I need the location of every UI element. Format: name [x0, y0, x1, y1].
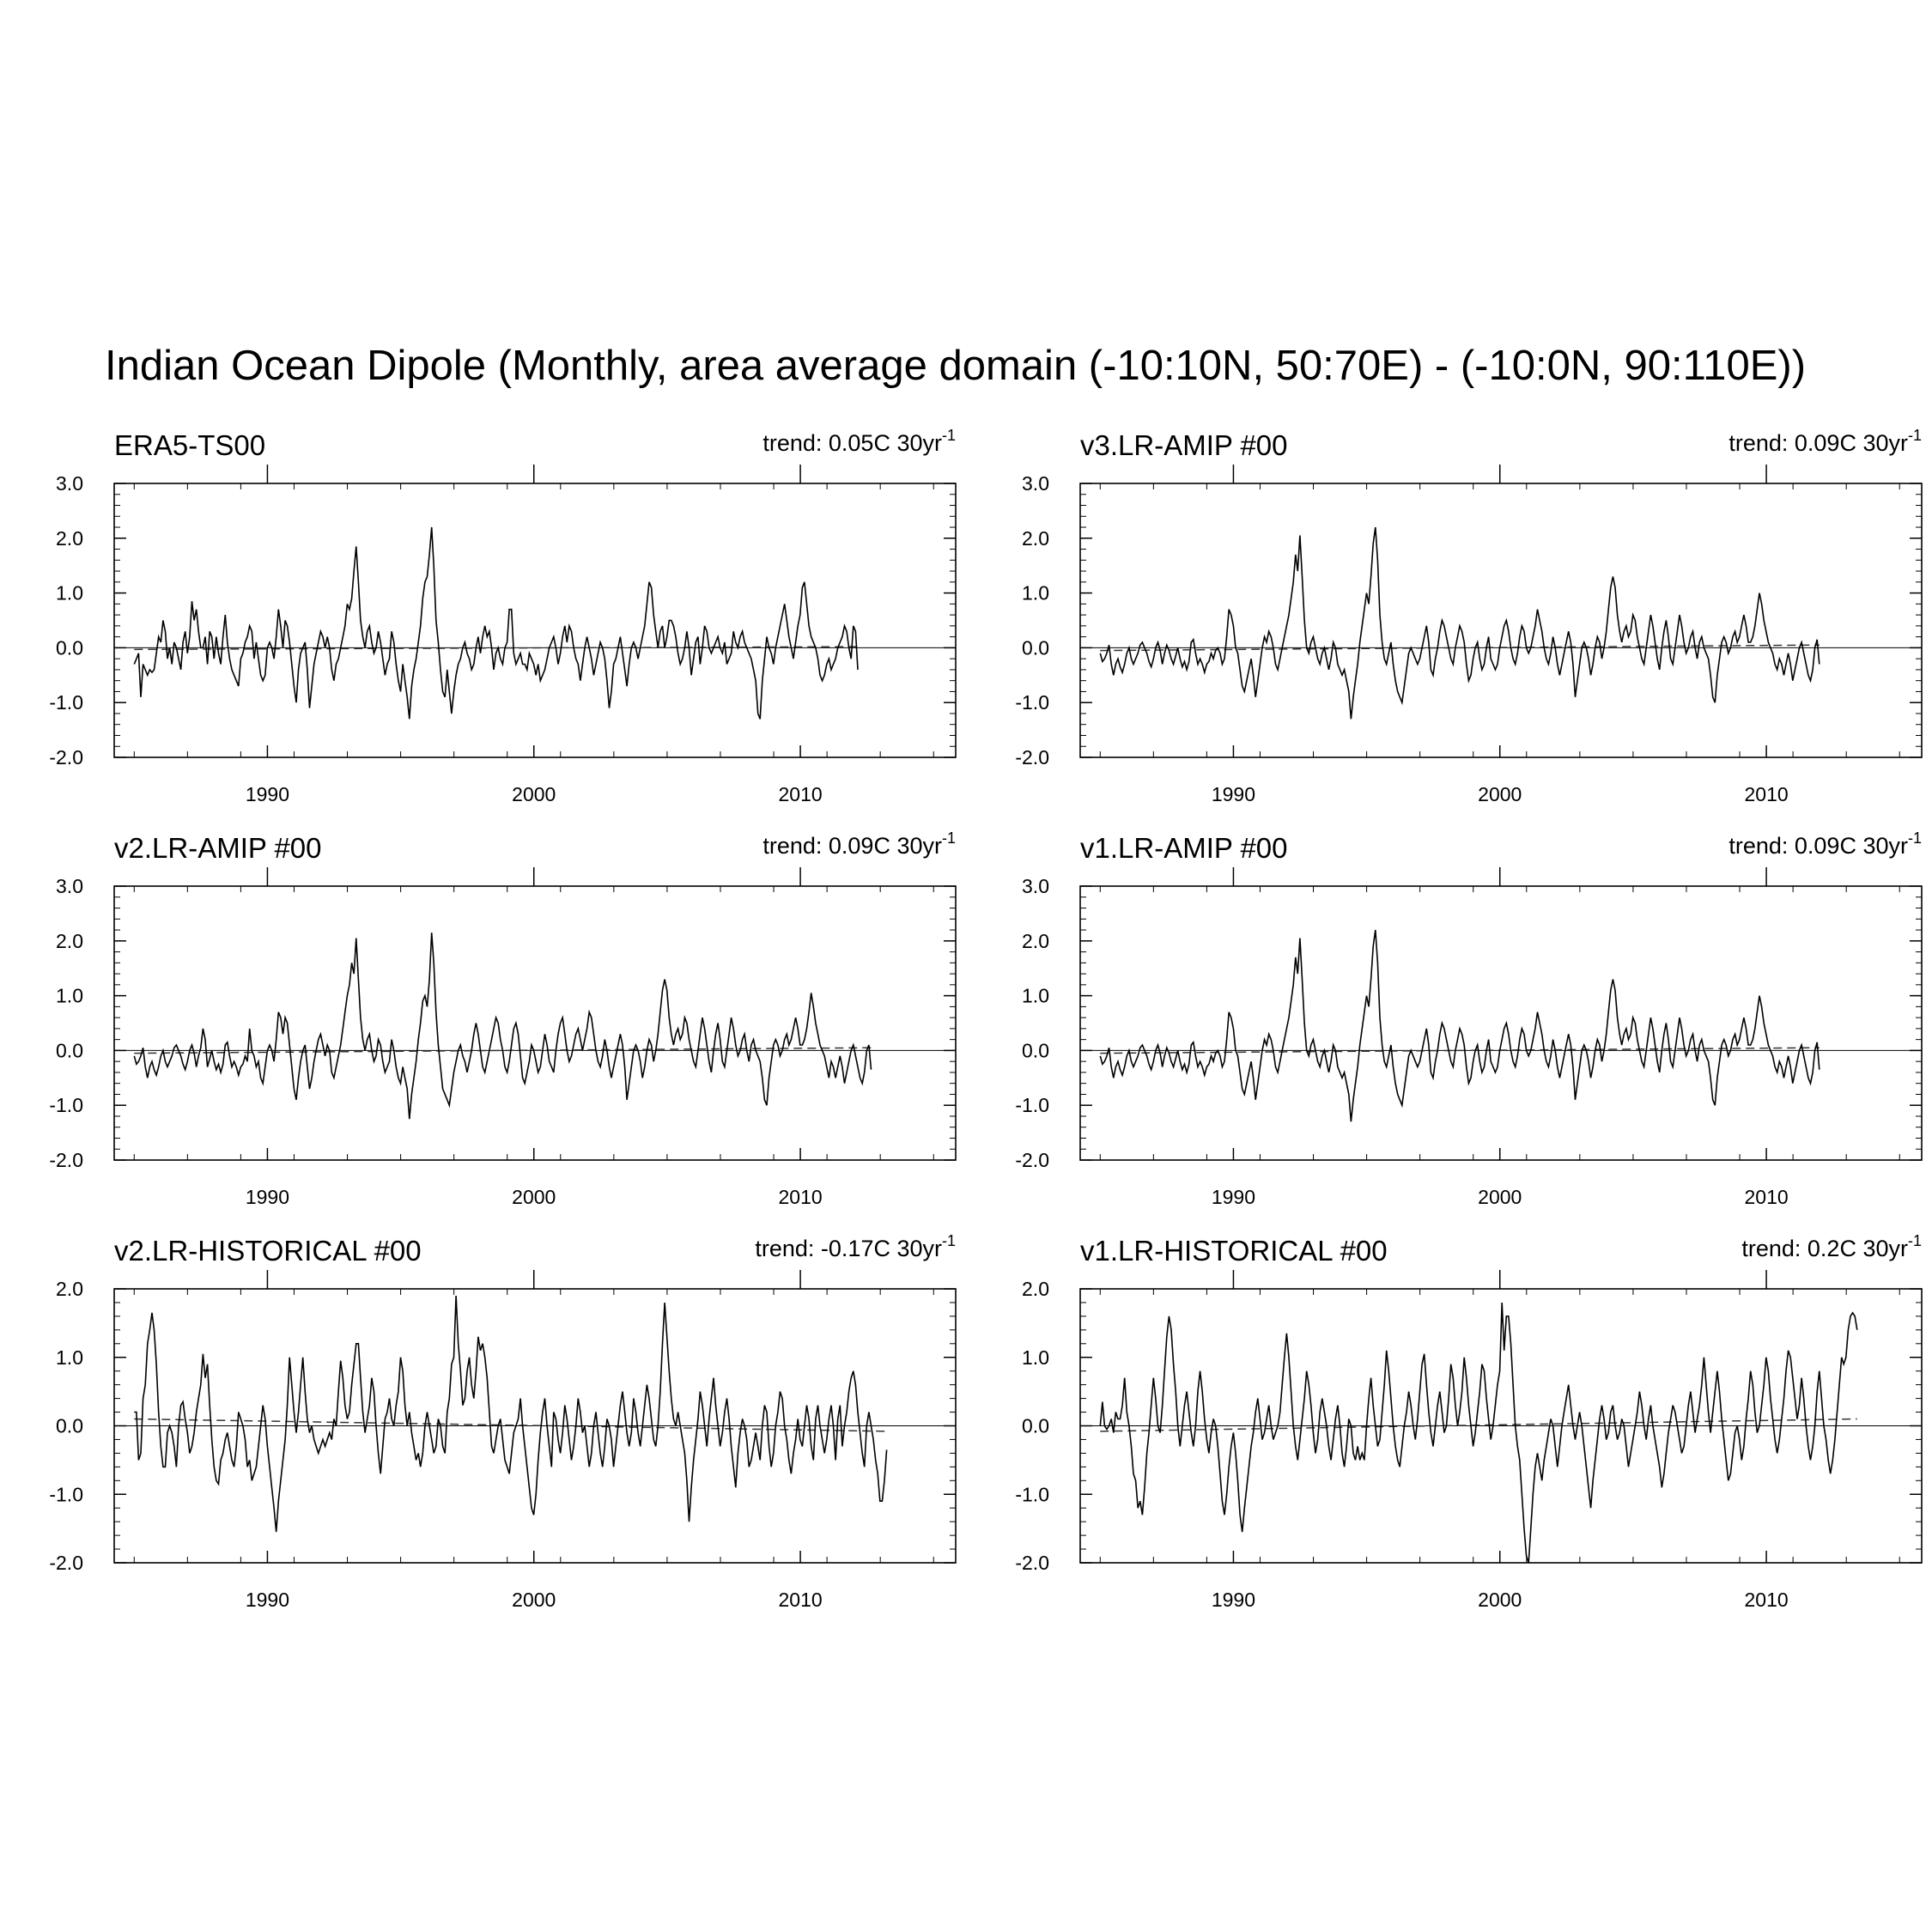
trend-label: [1728, 829, 1922, 859]
x-tick-label: 1990: [1211, 1589, 1256, 1611]
chart-panel: [49, 1232, 956, 1611]
y-tick-label: -1.0: [49, 691, 83, 714]
y-tick-label: -2.0: [1015, 1552, 1049, 1574]
y-tick-label: 1.0: [56, 1346, 83, 1369]
chart-panel: [1015, 1232, 1922, 1611]
trend-exponent: -1: [1907, 829, 1922, 847]
panel-title: v2.LR-AMIP #00: [114, 832, 322, 864]
y-tick-label: 2.0: [56, 526, 83, 550]
plot-frame: [1080, 483, 1922, 757]
trend-line: [134, 1419, 886, 1431]
x-tick-label: 2000: [1478, 1186, 1522, 1208]
y-tick-label: -2.0: [49, 746, 83, 769]
y-tick-label: 3.0: [1022, 472, 1049, 495]
y-tick-label: 0.0: [1022, 1414, 1049, 1437]
x-tick-label: 1990: [245, 1589, 290, 1611]
y-tick-label: 0.0: [1022, 636, 1049, 659]
x-tick-label: 2010: [1744, 783, 1789, 805]
trend-exponent: -1: [1907, 1232, 1922, 1249]
y-tick-label: -1.0: [1015, 691, 1049, 714]
trend-value: trend: 0.2C 30yr: [1741, 1236, 1908, 1261]
trend-exponent: -1: [1907, 427, 1922, 444]
y-tick-label: -2.0: [1015, 1149, 1049, 1171]
y-tick-label: -1.0: [1015, 1094, 1049, 1117]
panel-title: ERA5-TS00: [114, 429, 266, 461]
y-tick-label: -1.0: [49, 1483, 83, 1506]
trend-value: trend: 0.05C 30yr: [762, 430, 942, 456]
chart-panel: [1015, 427, 1922, 805]
trend-value: trend: 0.09C 30yr: [1728, 430, 1908, 456]
y-tick-label: 0.0: [56, 636, 83, 659]
plot-frame: [1080, 886, 1922, 1160]
x-tick-label: 1990: [1211, 783, 1256, 805]
x-tick-label: 1990: [245, 783, 290, 805]
x-tick-label: 1990: [1211, 1186, 1256, 1208]
trend-label: [755, 1232, 956, 1261]
trend-value: trend: 0.09C 30yr: [1728, 833, 1908, 859]
y-tick-label: 1.0: [1022, 1346, 1049, 1369]
y-tick-label: 3.0: [1022, 875, 1049, 897]
y-tick-label: 1.0: [56, 581, 83, 605]
panel-title: v1.LR-AMIP #00: [1080, 832, 1288, 864]
y-tick-label: 2.0: [56, 1278, 83, 1300]
panel-title: v1.LR-HISTORICAL #00: [1080, 1235, 1388, 1267]
x-tick-label: 2010: [778, 783, 823, 805]
plot-frame: [114, 886, 956, 1160]
y-tick-label: 2.0: [1022, 929, 1049, 952]
trend-label: [762, 829, 956, 859]
x-tick-label: 2010: [778, 1186, 823, 1208]
trend-value: trend: -0.17C 30yr: [755, 1236, 942, 1261]
trend-value: trend: 0.09C 30yr: [762, 833, 942, 859]
series-line: [134, 1296, 886, 1532]
trend-label: [1728, 427, 1922, 456]
panel-title: v2.LR-HISTORICAL #00: [114, 1235, 422, 1267]
y-tick-label: 0.0: [1022, 1039, 1049, 1062]
chart-panel: [1015, 829, 1922, 1208]
panel-title: v3.LR-AMIP #00: [1080, 429, 1288, 461]
y-tick-label: 1.0: [1022, 581, 1049, 605]
x-tick-label: 2010: [1744, 1186, 1789, 1208]
y-tick-label: 2.0: [1022, 526, 1049, 550]
y-tick-label: 1.0: [1022, 984, 1049, 1007]
series-line: [1100, 527, 1820, 719]
trend-exponent: -1: [941, 829, 956, 847]
y-tick-label: 3.0: [56, 472, 83, 495]
chart-panel: [49, 427, 956, 805]
plot-frame: [114, 483, 956, 757]
x-tick-label: 1990: [245, 1186, 290, 1208]
x-tick-label: 2000: [1478, 783, 1522, 805]
x-tick-label: 2000: [512, 783, 556, 805]
y-tick-label: 2.0: [56, 929, 83, 952]
y-tick-label: 3.0: [56, 875, 83, 897]
x-tick-label: 2010: [1744, 1589, 1789, 1611]
x-tick-label: 2010: [778, 1589, 823, 1611]
x-tick-label: 2000: [512, 1589, 556, 1611]
y-tick-label: -2.0: [1015, 746, 1049, 769]
y-tick-label: 1.0: [56, 984, 83, 1007]
series-line: [1100, 930, 1820, 1121]
chart-panel: [49, 829, 956, 1208]
y-tick-label: 0.0: [56, 1414, 83, 1437]
figure-title: Indian Ocean Dipole (Monthly, area average domain (-10:10N, 50:70E) - (-10:0N, 90:110E)): [105, 343, 1807, 389]
series-line: [134, 527, 858, 719]
y-tick-label: -1.0: [1015, 1483, 1049, 1506]
x-tick-label: 2000: [1478, 1589, 1522, 1611]
y-tick-label: -2.0: [49, 1552, 83, 1574]
series-line: [134, 933, 871, 1119]
x-tick-label: 2000: [512, 1186, 556, 1208]
trend-label: [1741, 1232, 1922, 1261]
y-tick-label: 0.0: [56, 1039, 83, 1062]
series-line: [1100, 1303, 1857, 1563]
y-tick-label: -2.0: [49, 1149, 83, 1171]
trend-exponent: -1: [941, 1232, 956, 1249]
y-tick-label: 2.0: [1022, 1278, 1049, 1300]
trend-label: [762, 427, 956, 456]
y-tick-label: -1.0: [49, 1094, 83, 1117]
trend-exponent: -1: [941, 427, 956, 444]
